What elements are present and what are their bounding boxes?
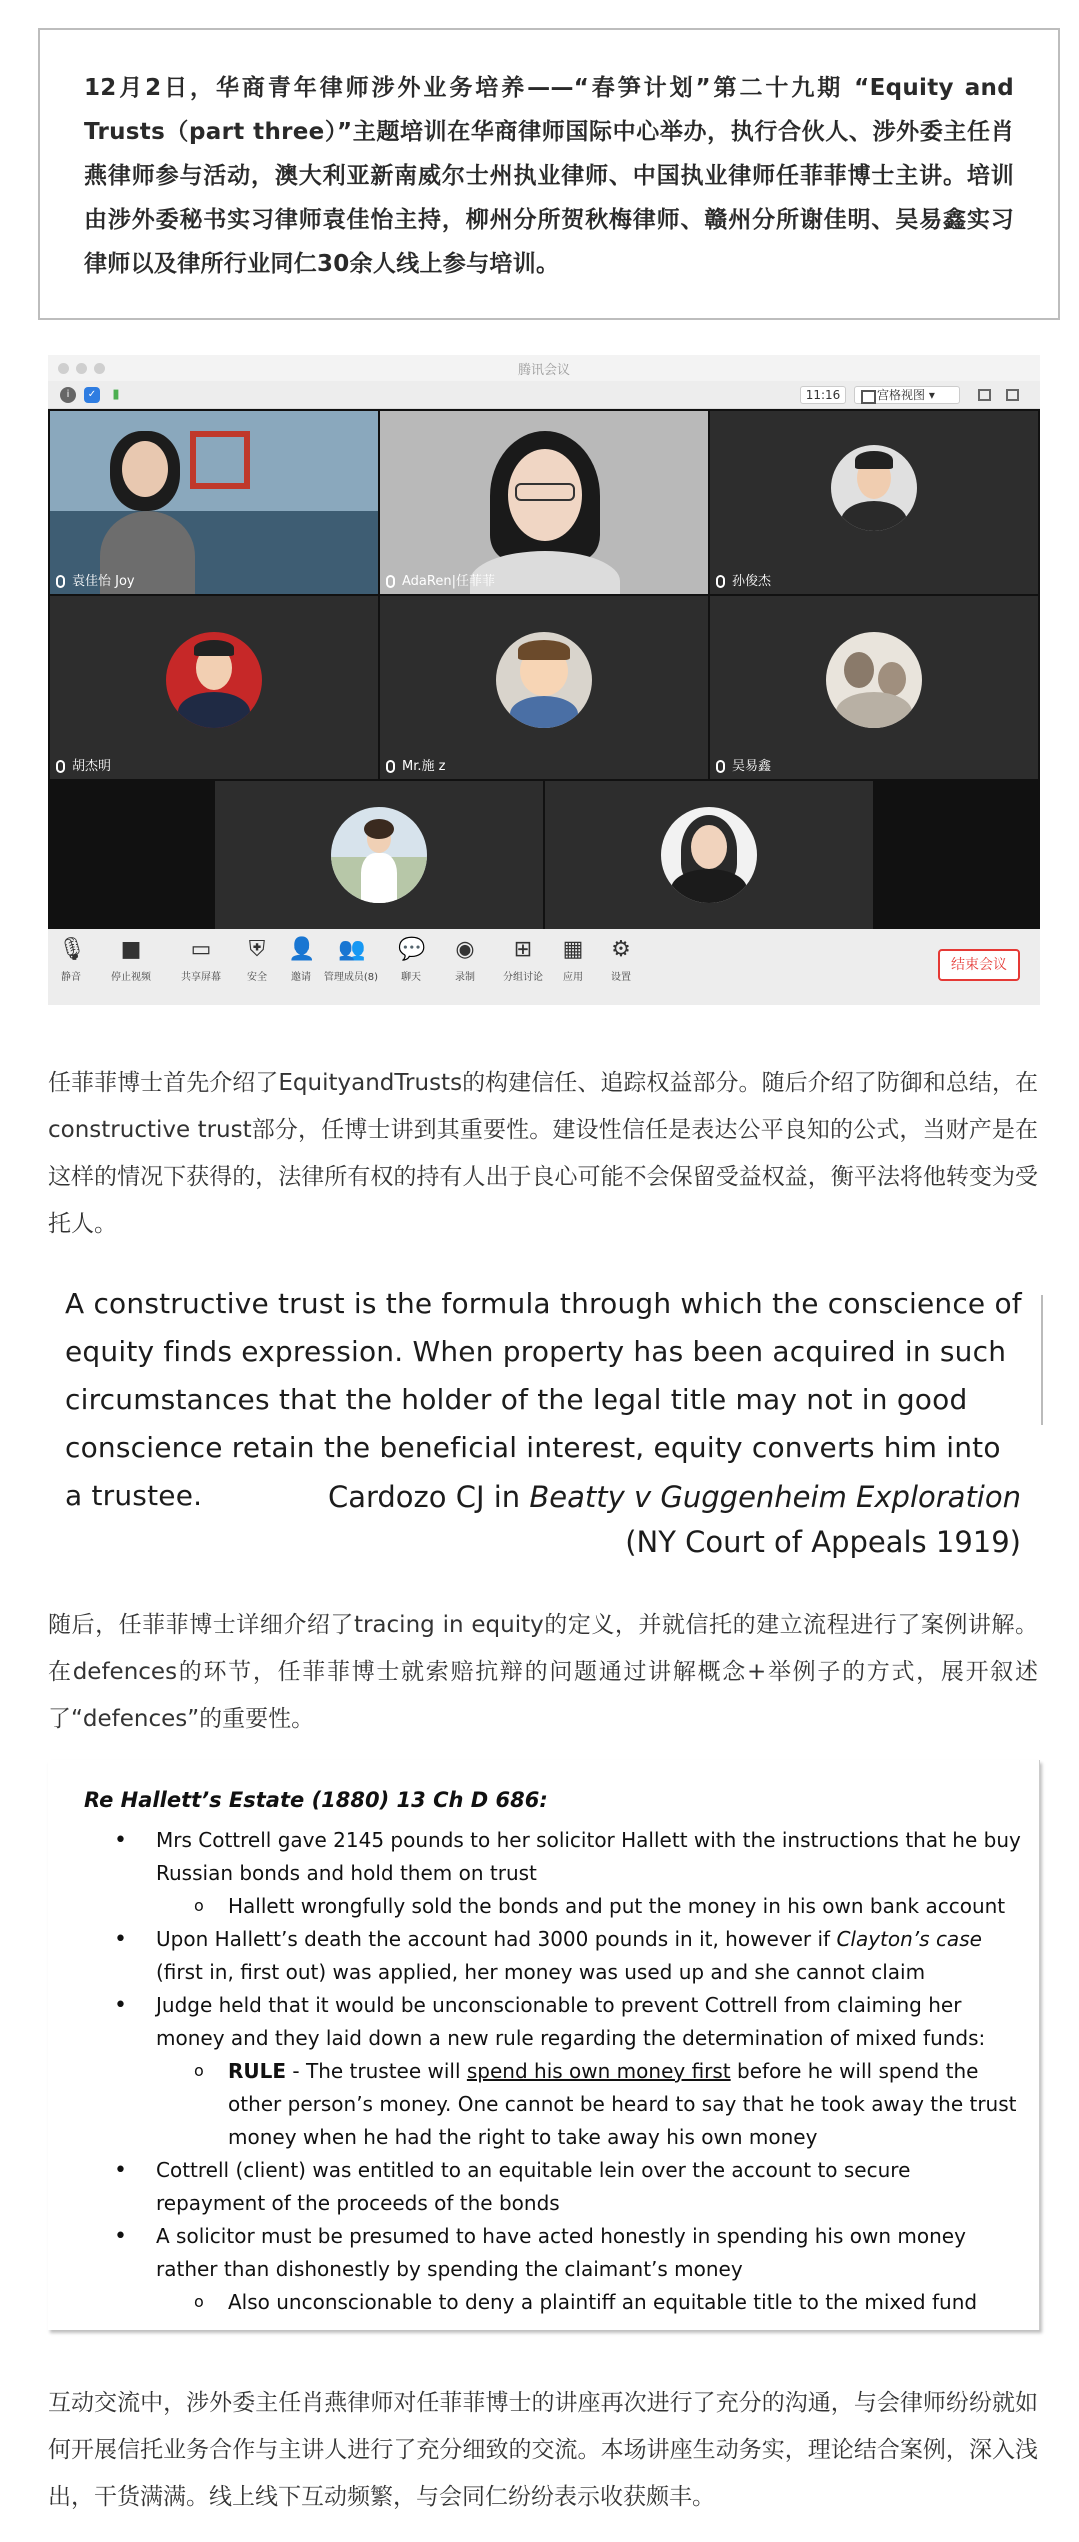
paragraph-3: 互动交流中，涉外委主任肖燕律师对任菲菲博士的讲座再次进行了充分的沟通，与会律师纷纷就如何开展信托业务合作与主讲人进行了充分细致的交流。本场讲座生动务实，理论结合案例，深入浅出，干货满满。线上线下互动频繁，与会同仁纷纷表示收获颇丰。 <box>48 2390 1038 2510</box>
participant-name: 胡杰明 <box>72 759 112 774</box>
slide-bullet: • Mrs Cottrell gave 2145 pounds to her solicitor Hallett with the instructions that he buy Russian bonds and hold them on trust <box>84 1824 1024 1890</box>
cite-prefix: Cardozo CJ in <box>327 1480 530 1514</box>
window-title: 腾讯会议 <box>517 363 570 378</box>
record-icon: ◉ <box>455 937 475 962</box>
slide-case-name: Re Hallett’s Estate <box>84 1788 305 1812</box>
case-slide <box>48 1760 1040 2330</box>
window-title-bar <box>48 355 1040 381</box>
members-icon: 👥 <box>338 937 366 962</box>
bullet-text: Upon Hallett’s death the account had 3000 pounds in it, however if <box>156 1927 837 1951</box>
signal-icon: ▮ <box>112 387 120 402</box>
stop-video-button[interactable]: ■ 停止视频 <box>111 937 151 983</box>
bottom-toolbar <box>48 929 1040 1005</box>
breakout-button[interactable]: ⊞ 分组讨论 <box>503 937 543 983</box>
avatar <box>331 807 427 903</box>
invite-icon: 👤 <box>288 937 316 962</box>
record-button[interactable]: ◉ 录制 <box>430 937 500 983</box>
cite-case: Beatty v Guggenheim Exploration <box>529 1480 1021 1514</box>
paragraph-2: 随后，任菲菲博士详细介绍了tracing in equity的定义，并就信托的建立流程进行了案例讲解。在defences的环节，任菲菲博士就索赔抗辩的问题通过讲解概念+举例子的方式，展开叙述了“defences”的重要性。 <box>48 1612 1038 1732</box>
slide-bullet: • Judge held that it would be unconscionable to prevent Cottrell from claiming her money and they laid down a new rule regarding the determination of mixed funds: <box>84 1989 1024 2055</box>
mute-button[interactable]: 🎙 静音 <box>58 937 86 983</box>
video-tile-4[interactable] <box>50 596 378 779</box>
fullscreen-icon[interactable] <box>978 389 991 401</box>
meeting-time: 11:16 <box>800 386 846 404</box>
avatar <box>826 632 922 728</box>
video-tile-5[interactable] <box>380 596 708 779</box>
video-tile-1[interactable] <box>50 411 378 594</box>
info-icon[interactable]: i <box>60 387 76 403</box>
slide-bullet: • Cottrell (client) was entitled to an equitable lein over the account to secure repayment of the proceeds of the bonds <box>84 2154 1024 2220</box>
quote-citation <box>328 1475 1021 1565</box>
rule-label: RULE <box>228 2059 287 2083</box>
bullet-text: before he will spend the other person’s money. One cannot be heard to say that he took away the trust money when he had the right to take away his own money <box>228 2059 1017 2149</box>
logo-square-icon <box>190 431 250 489</box>
participant-name: 袁佳怡 Joy <box>72 574 135 589</box>
slide-bullet: • A solicitor must be presumed to have acted honestly in spending his own money rather than dishonestly by spending the claimant’s money <box>84 2220 1024 2286</box>
video-tile-8[interactable] <box>545 781 873 929</box>
video-tile-3[interactable] <box>710 411 1038 594</box>
manage-members-button[interactable]: 👥 管理成员(8) <box>323 937 379 983</box>
camera-icon: ■ <box>120 937 142 962</box>
top-toolbar <box>48 381 1040 409</box>
end-meeting-button[interactable]: 结束会议 <box>938 949 1020 981</box>
intro-text: 12月2日，华商青年律师涉外业务培养——“春笋计划”第二十九期 “Equity and Trusts（part three）”主题培训在华商律师国际中心举办，执行合伙人、涉外委主任肖燕律师参与活动，澳大利亚新南威尔士州执业律师、中国执业律师任菲菲博士主讲。培训由涉外委秘书实习律师袁佳怡主持，柳州分所贺秋梅律师、赣州分所谢佳明、吴易鑫实习律师以及律所行业同仁30余人线上参与培训。 <box>84 75 1014 277</box>
avatar <box>496 632 592 728</box>
participant-name: 吴易鑫 <box>732 759 772 774</box>
paragraph-1: 任菲菲博士首先介绍了EquityandTrusts的构建信任、追踪权益部分。随后介绍了防御和总结，在constructive trust部分，任博士讲到其重要性。建设性信任是表达公平良知的公式，当财产是在这样的情况下获得的，法律所有权的持有人出于良心可能不会保留受益权益，衡平法将他转变为受托人。 <box>48 1070 1038 1237</box>
avatar <box>661 807 757 903</box>
microphone-icon: 🎙 <box>58 937 86 962</box>
slide-body <box>84 1824 1024 2319</box>
share-screen-icon: ▭ <box>190 937 212 962</box>
breakout-icon: ⊞ <box>513 937 533 962</box>
video-tile-2[interactable] <box>380 411 708 594</box>
settings-button[interactable]: ⚙ 设置 <box>586 937 656 983</box>
avatar <box>166 632 262 728</box>
slide-case-ref: (1880) 13 Ch D 686: <box>304 1788 548 1812</box>
intro-box <box>38 28 1060 320</box>
bullet-underline: spend his own money first <box>466 2059 731 2083</box>
video-tile-7[interactable] <box>215 781 543 929</box>
apps-button[interactable]: ▦ 应用 <box>538 937 608 983</box>
bullet-text: - The trustee will <box>286 2059 467 2083</box>
video-grid <box>48 409 1040 929</box>
view-mode-label: 宫格视图 <box>877 388 926 402</box>
bullet-case: Clayton’s case <box>836 1927 982 1951</box>
security-button[interactable]: ⛨ 安全 <box>222 937 292 983</box>
view-mode-dropdown[interactable]: 宫格视图 ▾ <box>854 386 960 404</box>
chat-icon: 💬 <box>398 937 426 962</box>
slide-bullet <box>84 1923 1024 1989</box>
shield-icon: ⛨ <box>248 937 266 962</box>
participant-name: Mr.施 z <box>402 759 446 774</box>
meeting-screenshot <box>48 355 1040 1005</box>
invite-button[interactable]: 👤 邀请 <box>288 937 316 983</box>
cite-court: (NY Court of Appeals 1919) <box>625 1525 1021 1559</box>
apps-icon: ▦ <box>562 937 584 962</box>
share-screen-button[interactable]: ▭ 共享屏幕 <box>181 937 221 983</box>
chat-button[interactable]: 💬 聊天 <box>398 937 426 983</box>
sidebar-toggle-icon[interactable] <box>1006 389 1019 401</box>
participant-name: 孙俊杰 <box>732 574 772 589</box>
avatar <box>831 445 917 531</box>
quote-text: A constructive trust is the formula through which the conscience of equity finds expression. When property has been acquired in such circumstances that the holder of the legal title may not in good conscience retain the beneficial interest, equity converts him into a trustee. <box>65 1287 1022 1512</box>
participant-name: AdaRen|任菲菲 <box>402 574 495 589</box>
slide-sub-bullet: o Hallett wrongfully sold the bonds and put the money in his own bank account <box>84 1890 1024 1923</box>
quote-figure <box>48 1275 1043 1575</box>
slide-sub-bullet: o Also unconscionable to deny a plaintiff an equitable title to the mixed fund <box>84 2286 1024 2319</box>
slide-title <box>84 1788 548 1812</box>
quote-edge-divider <box>1041 1295 1043 1425</box>
video-tile-6[interactable] <box>710 596 1038 779</box>
bullet-text: (first in, first out) was applied, her money was used up and she cannot claim <box>156 1960 926 1984</box>
shield-icon[interactable]: ✓ <box>84 387 100 403</box>
slide-sub-bullet <box>84 2055 1024 2154</box>
gear-icon: ⚙ <box>611 937 631 962</box>
